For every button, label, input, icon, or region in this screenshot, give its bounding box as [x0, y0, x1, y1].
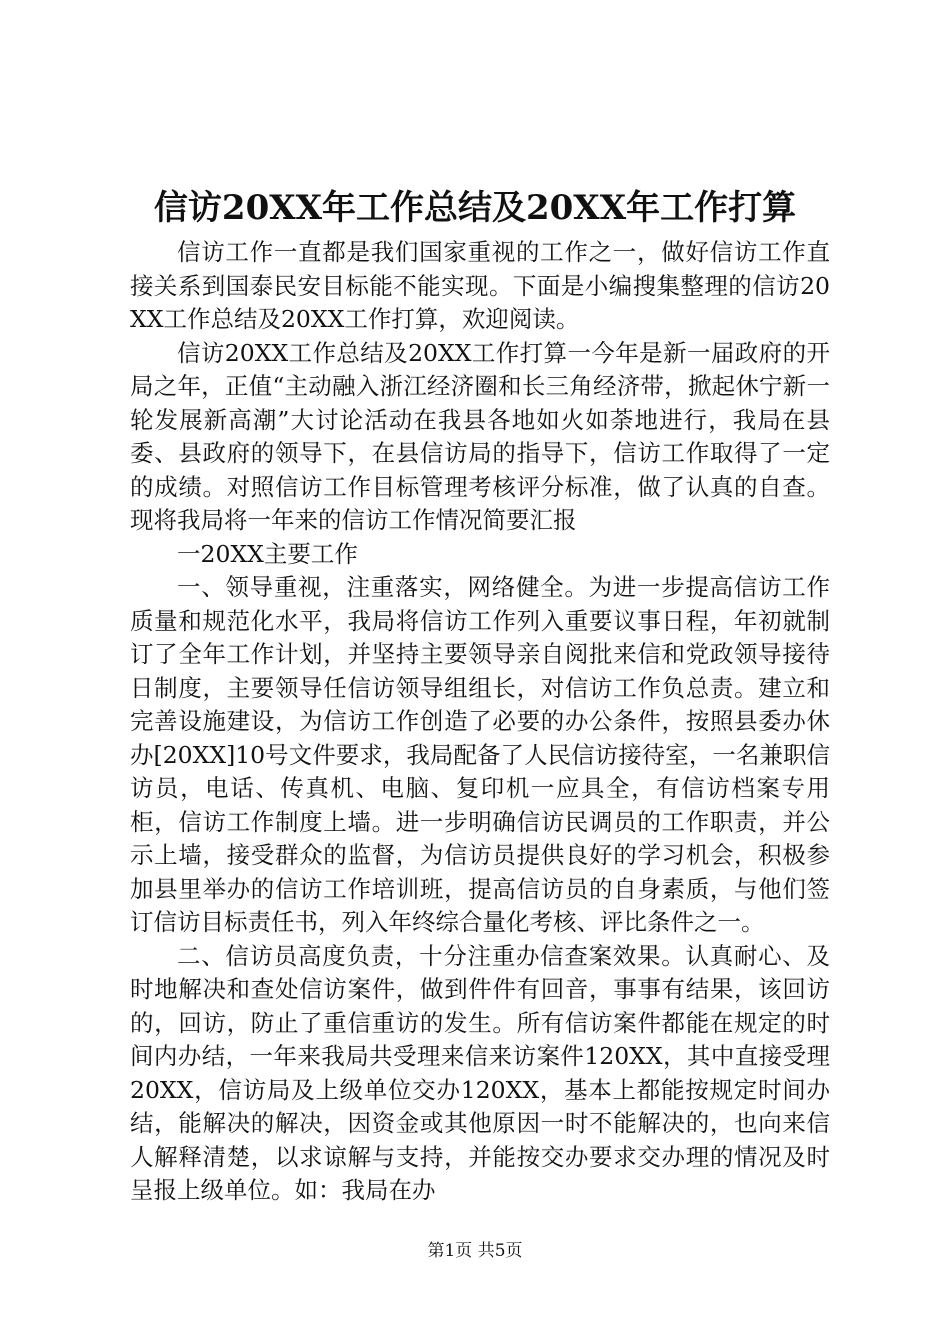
paragraph-case-handling: 二、信访员高度负责，十分注重办信查案效果。认真耐心、及时地解决和查处信访案件，做到件件有回音，事事有结果，该回访的，回访，防止了重信重访的发生。所有信访案件都能在规定的时间内办结，一年来我局共受理来信来访案件120XX，其中直接受理20XX，信访局及上级单位交办120XX，基本上都能按规定时间办结，能解决的解决，因资金或其他原因一时不能解决的，也向来信人解释清楚，以求谅解与支持，并能按交办要求交办理的情况及时呈报上级单位。如：我局在办 — [130, 941, 830, 1204]
document-body — [130, 236, 830, 1208]
section-heading-main-work: 一20XX主要工作 — [177, 539, 358, 568]
page-footer: 第1页 共5页 — [427, 1241, 523, 1261]
paragraph-intro: 信访工作一直都是我们国家重视的工作之一，做好信访工作直接关系到国泰民安目标能不能实现。下面是小编搜集整理的信访20XX工作总结及20XX工作打算，欢迎阅读。 — [130, 238, 830, 333]
document-title: 信访20XX年工作总结及20XX年工作打算 — [153, 188, 797, 228]
paragraph-summary: 信访20XX工作总结及20XX工作打算一今年是新一届政府的开局之年，正值“主动融入浙江经济圈和长三角经济带，掀起休宁新一轮发展新高潮”大讨论活动在我县各地如火如荼地进行，我局在县委、县政府的领导下，在县信访局的指导下，信访工作取得了一定的成绩。对照信访工作目标管理考核评分标准，做了认真的自查。现将我局将一年来的信访工作情况简要汇报 — [130, 338, 830, 534]
paragraph-leadership: 一、领导重视，注重落实，网络健全。为进一步提高信访工作质量和规范化水平，我局将信访工作列入重要议事日程，年初就制订了全年工作计划，并坚持主要领导亲自阅批来信和党政领导接待日制度，主要领导任信访领导组组长，对信访工作负总责。建立和完善设施建设，为信访工作创造了必要的办公条件，按照县委办休办[20XX]10号文件要求，我局配备了人民信访接待室，一名兼职信访员，电话、传真机、电脑、复印机一应具全，有信访档案专用柜，信访工作制度上墙。进一步明确信访民调员的工作职责，并公示上墙，接受群众的监督，为信访员提供良好的学习机会，积极参加县里举办的信访工作培训班，提高信访员的自身素质，与他们签订信访目标责任书，列入年终综合量化考核、评比条件之一。 — [130, 573, 830, 936]
